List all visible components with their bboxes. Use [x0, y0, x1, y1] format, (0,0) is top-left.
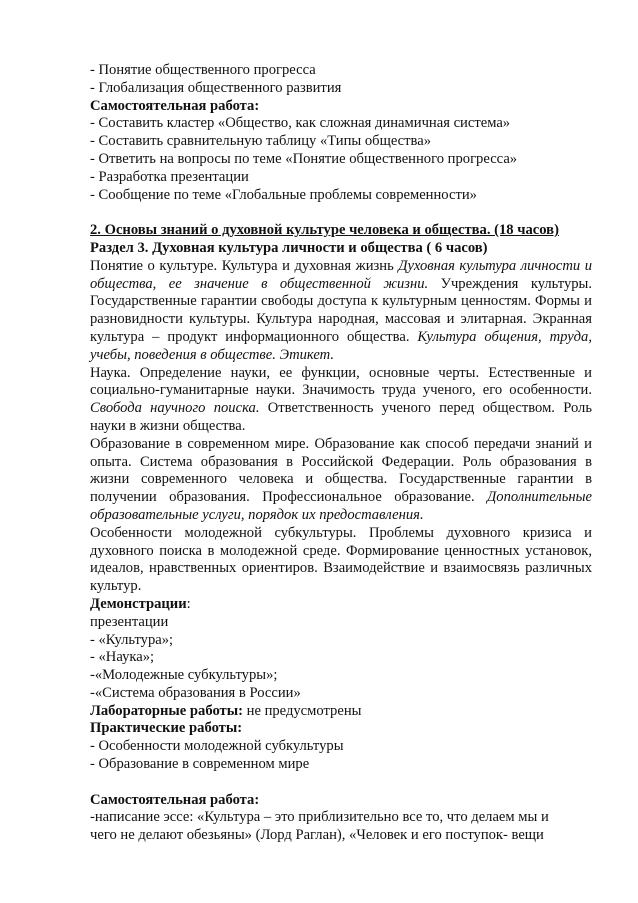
list-item: - «Наука»; [90, 649, 155, 666]
list-item: - Сообщение по теме «Глобальные проблемы современности» [90, 186, 477, 203]
paragraph-text: Образование в современном мире. Образование как способ передачи знаний и опыта. Система образования в Российской Федерации. Роль образования в жизни современного человека и общества. Государственные гарантии в получении образования. Профессиональное образование. [90, 435, 592, 506]
list-item: - Составить кластер «Общество, как сложная динамичная система» [90, 115, 511, 132]
demonstrations-heading-line [90, 596, 592, 614]
practical-works-heading: Практические работы: [90, 720, 243, 737]
list-item: - Образование в современном мире [90, 756, 310, 773]
list-item: - «Культура»; [90, 631, 174, 648]
document-page [90, 62, 592, 845]
paragraph-youth: Особенности молодежной субкультуры. Проблемы духовного кризиса и духовного поиска в молодежной среде. Формирование ценностных установок, идеалов, нравственных ориентиров. Взаимодействие и взаимосвязь различных культур. [90, 524, 592, 595]
essay-line: -написание эссе: «Культура – это приблизительно все то, что делаем мы и [90, 809, 549, 826]
paragraph-text: Ответственность ученого перед обществом. Роль науки в жизни общества. [90, 400, 592, 434]
paragraph-italic: Свобода научного поиска. [90, 400, 260, 417]
list-item: -«Молодежные субкультуры»; [90, 667, 278, 684]
paragraph-text: Учреждения культуры. Государственные гарантии свободы доступа к культурным ценностям. Формы и разновидности культуры. Культура народная, массовая и элитарная. Экранная культура – продукт информационного общества. [90, 275, 592, 345]
paragraph-education [90, 436, 592, 525]
list-item: - Особенности молодежной субкультуры [90, 738, 344, 755]
list-item: - Понятие общественного прогресса [90, 62, 316, 78]
spacer [90, 204, 592, 222]
subsection-title: Раздел 3. Духовная культура личности и общества ( 6 часов) [90, 239, 488, 256]
self-work-heading: Самостоятельная работа: [90, 791, 260, 808]
list-item: - Глобализация общественного развития [90, 79, 342, 96]
paragraph-text: Понятие о культуре. Культура и духовная жизнь [90, 257, 399, 274]
paragraph-culture [90, 258, 592, 365]
lab-works-line [90, 703, 592, 721]
paragraph-text: Наука. Определение науки, ее функции, основные черты. Естественные и социально-гуманитарные науки. Значимость труда ученого, его особенности. [90, 364, 592, 399]
list-item: - Ответить на вопросы по теме «Понятие общественного прогресса» [90, 150, 518, 167]
paragraph-italic: Дополнительные образовательные услуги, порядок их предоставления. [90, 489, 592, 523]
list-item: -«Система образования в России» [90, 684, 301, 701]
paragraph-italic: Духовная культура личности и общества, ее значение в общественной жизни. [90, 257, 592, 292]
paragraph-science [90, 365, 592, 436]
lab-works-heading: Лабораторные работы: [90, 702, 243, 719]
list-item: презентации [90, 613, 169, 630]
demonstrations-heading: Демонстрации [90, 595, 187, 612]
list-item: - Разработка презентации [90, 168, 249, 185]
essay-line: чего не делают обезьяны» (Лорд Раглан), «Человек и его поступок- вещи [90, 827, 544, 844]
spacer [90, 774, 592, 792]
list-item: - Составить сравнительную таблицу «Типы общества» [90, 133, 432, 150]
section-title: 2. Основы знаний о духовной культуре человека и общества. (18 часов) [90, 222, 559, 239]
paragraph-italic: Культура общения, труда, учебы, поведения в обществе. Этикет. [90, 328, 592, 363]
demonstrations-colon: : [186, 595, 191, 612]
lab-works-value: не предусмотрены [242, 702, 362, 719]
self-work-heading: Самостоятельная работа: [90, 97, 260, 114]
